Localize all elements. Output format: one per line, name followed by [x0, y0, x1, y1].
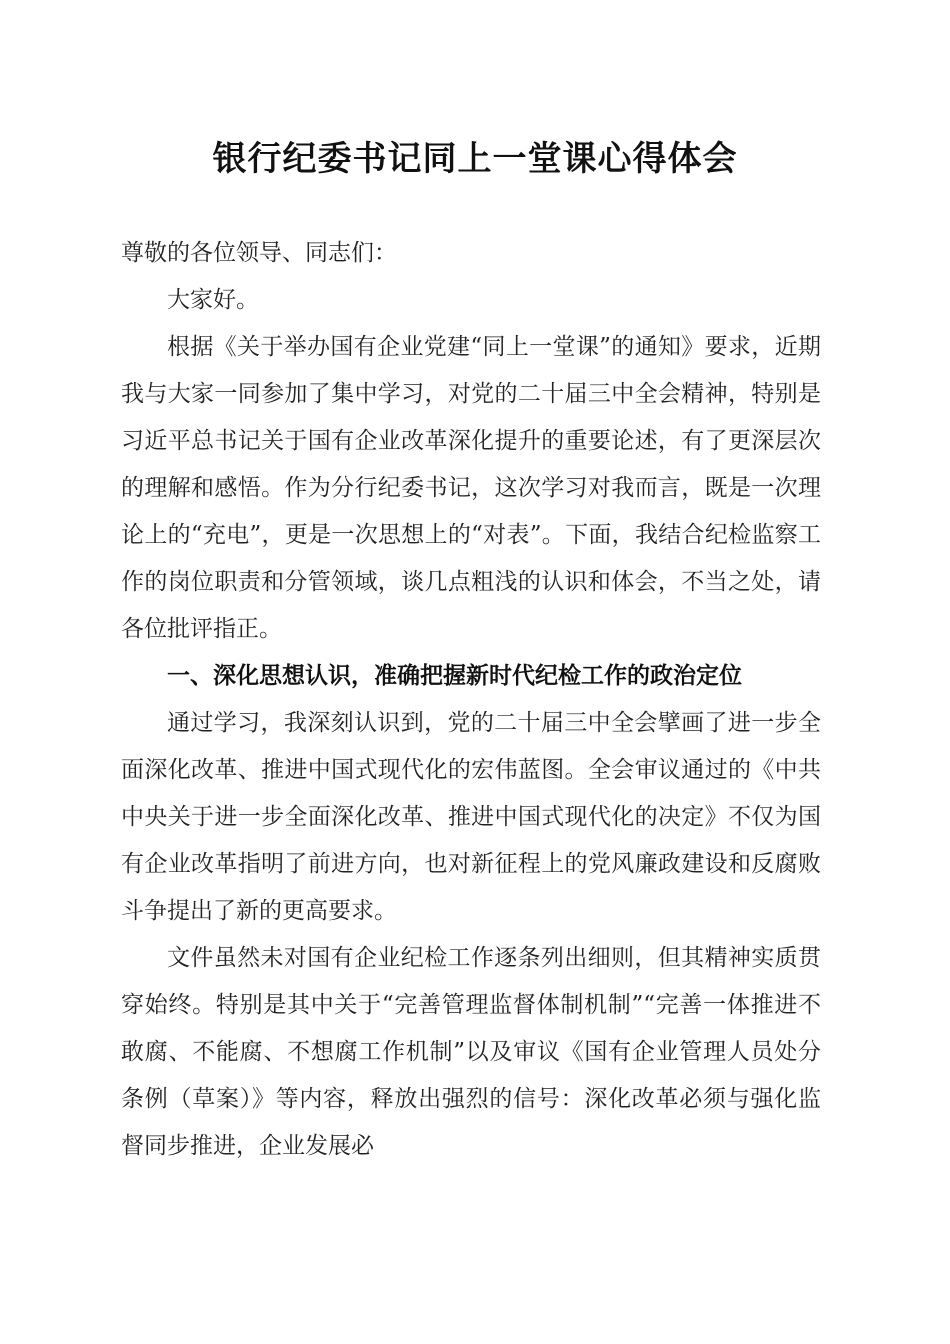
salutation: 尊敬的各位领导、同志们：: [121, 240, 397, 266]
greeting: 大家好。: [167, 287, 259, 313]
document-title: 银行纪委书记同上一堂课心得体会: [212, 139, 738, 179]
section-paragraph-2: 文件虽然未对国有企业纪检工作逐条列出细则，但其精神实质贯穿始终。特别是其中关于“完善管理监督体制机制”“完善一体推进不敢腐、不能腐、不想腐工作机制”以及审议《国有企业管理人员处分条例（草案）》等内容，释放出强烈的信号：深化改革必须与强化监督同步推进，企业发展必: [121, 945, 821, 1159]
document-body: [121, 230, 821, 1170]
intro-paragraph: 根据《关于举办国有企业党建“同上一堂课”的通知》要求，近期我与大家一同参加了集中学习，对党的二十届三中全会精神，特别是习近平总书记关于国有企业改革深化提升的重要论述，有了更深层次的理解和感悟。作为分行纪委书记，这次学习对我而言，既是一次理论上的“充电”，更是一次思想上的“对表”。下面，我结合纪检监察工作的岗位职责和分管领域，谈几点粗浅的认识和体会，不当之处，请各位批评指正。: [121, 334, 821, 642]
section-heading: 一、深化思想认识，准确把握新时代纪检工作的政治定位: [167, 663, 742, 689]
section-paragraph-1: 通过学习，我深刻认识到，党的二十届三中全会擘画了进一步全面深化改革、推进中国式现代化的宏伟蓝图。全会审议通过的《中共中央关于进一步全面深化改革、推进中国式现代化的决定》不仅为国有企业改革指明了前进方向，也对新征程上的党风廉政建设和反腐败斗争提出了新的更高要求。: [121, 710, 821, 924]
